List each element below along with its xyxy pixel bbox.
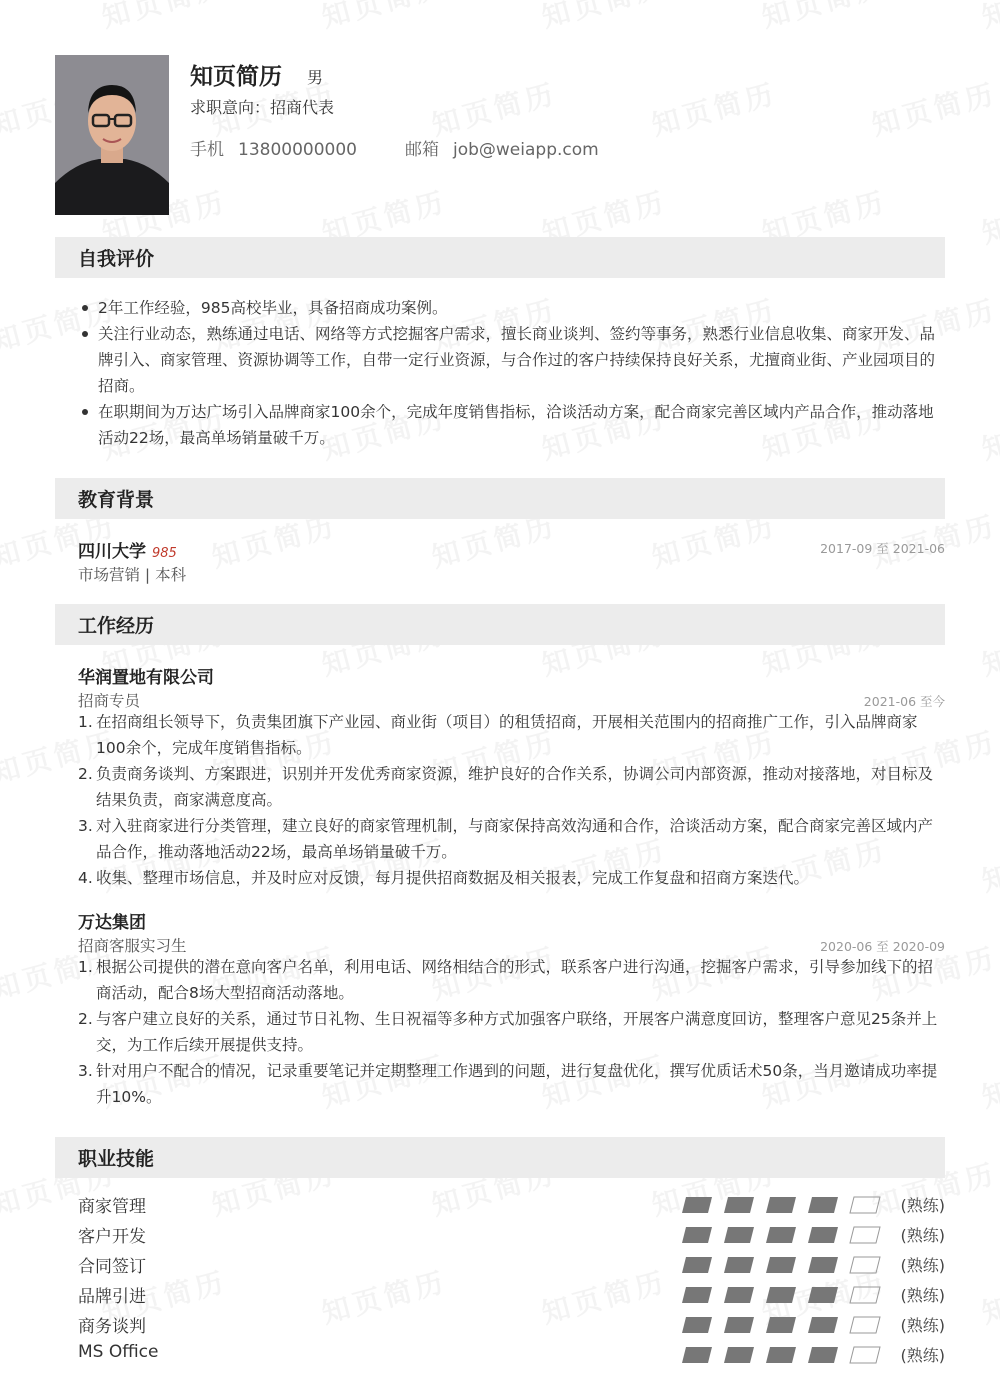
list-item: 2年工作经验，985高校毕业，具备招商成功案例。 — [78, 295, 946, 321]
rating-segment-filled — [766, 1227, 796, 1243]
job-date: 2021-06 至今 — [863, 694, 945, 709]
skill-row — [78, 1222, 945, 1248]
section-title: 职业技能 — [78, 1148, 155, 1170]
list-item: 1. 在招商组长领导下，负责集团旗下产业园、商业街（项目）的租赁招商，开展相关范围内的招商推广工作，引入品牌商家100余个，完成年度销售指标。 — [78, 713, 918, 757]
watermark-text — [977, 828, 1000, 900]
profile-header — [55, 55, 945, 215]
rating-segment-filled — [724, 1257, 754, 1273]
watermark-text — [977, 612, 1000, 684]
rating-segment-filled — [682, 1197, 712, 1213]
job-duties — [78, 709, 946, 891]
self-eval-list — [78, 295, 946, 451]
rating-segment-filled — [766, 1287, 796, 1303]
company-name: 万达集团 — [78, 913, 146, 933]
list-item: 3. 对入驻商家进行分类管理，建立良好的商家管理机制，与商家保持高效沟通和合作，洽谈活动方案，配合商家完善区域内产品合作，推动落地活动22场，最高单场销量破千万。 — [78, 817, 934, 861]
list-item: 在职期间为万达广场引入品牌商家100余个，完成年度销售指标，洽谈活动方案，配合商家完善区域内产品合作，推动落地活动22场，最高单场销量破千万。 — [78, 399, 946, 451]
rating-segment-filled — [724, 1227, 754, 1243]
rating-segment-empty — [850, 1317, 880, 1333]
watermark-text — [977, 396, 1000, 468]
rating-segment-filled — [682, 1347, 712, 1363]
skill-rating-bar — [681, 1286, 881, 1304]
section-title: 自我评价 — [78, 248, 155, 270]
rating-segment-empty — [850, 1227, 880, 1243]
candidate-name: 知页简历 — [190, 64, 282, 90]
watermark-text — [757, 0, 891, 36]
list-item: 3. 针对用户不配合的情况，记录重要笔记并定期整理工作遇到的问题，进行复盘优化，撰写优质话术50条，当月邀请成功率提升10%。 — [78, 1062, 938, 1106]
phone-label: 手机 — [190, 140, 224, 160]
rating-segment-filled — [808, 1227, 838, 1243]
rating-segment-filled — [766, 1197, 796, 1213]
watermark-text — [977, 0, 1000, 36]
skill-rating-bar — [681, 1256, 881, 1274]
rating-segment-filled — [766, 1317, 796, 1333]
avatar — [55, 55, 169, 215]
rating-segment-filled — [808, 1257, 838, 1273]
rating-segment-empty — [850, 1257, 880, 1273]
school-tag: 985 — [152, 546, 177, 561]
skill-row — [78, 1192, 945, 1218]
rating-segment-empty — [850, 1197, 880, 1213]
rating-segment-empty — [850, 1347, 880, 1363]
list-item: 4. 收集、整理市场信息，并及时应对反馈，每月提供招商数据及相关报表，完成工作复盘和招商方案迭代。 — [78, 869, 810, 887]
job-intent: 求职意向：招商代表 — [190, 98, 335, 117]
skill-rating-bar — [681, 1196, 881, 1214]
rating-segment-filled — [808, 1317, 838, 1333]
school-name: 四川大学 985 — [78, 542, 177, 562]
rating-segment-filled — [766, 1347, 796, 1363]
watermark-text — [977, 180, 1000, 252]
rating-segment-filled — [682, 1257, 712, 1273]
email-value: job@weiapp.com — [452, 140, 599, 160]
job-duties — [78, 954, 946, 1110]
skill-level: (熟练) — [900, 1196, 945, 1215]
rating-segment-filled — [766, 1257, 796, 1273]
skill-level: (熟练) — [900, 1286, 945, 1305]
rating-segment-filled — [724, 1197, 754, 1213]
section-work — [55, 604, 945, 645]
job-role: 招商客服实习生 — [78, 937, 187, 955]
watermark-text — [537, 0, 671, 36]
skill-rating-bar — [681, 1346, 881, 1364]
skill-row — [78, 1282, 945, 1308]
rating-segment-filled — [682, 1287, 712, 1303]
list-item: 2. 负责商务谈判、方案跟进，识别并开发优秀商家资源，维护良好的合作关系，协调公司内部资源，推动对接落地，对目标及结果负责，商家满意度高。 — [78, 765, 934, 809]
skill-rating-bar — [681, 1316, 881, 1334]
rating-segment-filled — [724, 1347, 754, 1363]
skill-name: 商务谈判 — [78, 1317, 146, 1337]
skill-name: 品牌引进 — [78, 1287, 146, 1307]
list-item: 2. 与客户建立良好的关系，通过节日礼物、生日祝福等多种方式加强客户联络，开展客户满意度回访，整理客户意见25条并上交，为工作后续开展提供支持。 — [78, 1010, 938, 1054]
phone-value: 13800000000 — [238, 140, 357, 160]
rating-segment-empty — [850, 1287, 880, 1303]
rating-segment-filled — [808, 1347, 838, 1363]
job-role: 招商专员 — [78, 692, 141, 710]
skill-row — [78, 1312, 945, 1338]
list-item: 关注行业动态，熟练通过电话、网络等方式挖掘客户需求，擅长商业谈判、签约等事务，熟悉行业信息收集、商家开发、品牌引入、商家管理、资源协调等工作，自带一定行业资源，与合作过的客户持续保持良好关系，尤擅商业街、产业园项目的招商。 — [78, 321, 946, 399]
section-self-eval — [55, 237, 945, 278]
rating-segment-filled — [724, 1287, 754, 1303]
section-skills — [55, 1137, 945, 1178]
company-name: 华润置地有限公司 — [78, 668, 214, 688]
watermark-text — [977, 1260, 1000, 1332]
skill-level: (熟练) — [900, 1316, 945, 1335]
skill-name: 商家管理 — [78, 1197, 146, 1217]
list-item: 1. 根据公司提供的潜在意向客户名单，利用电话、网络相结合的形式，联系客户进行沟通，挖掘客户需求，引导参加线下的招商活动，配合8场大型招商活动落地。 — [78, 958, 934, 1002]
section-title: 教育背景 — [78, 489, 155, 511]
watermark-text — [977, 1044, 1000, 1116]
skill-level: (熟练) — [900, 1346, 945, 1365]
rating-segment-filled — [682, 1227, 712, 1243]
education-date: 2017-09 至 2021-06 — [820, 541, 945, 556]
section-education — [55, 478, 945, 519]
rating-segment-filled — [682, 1317, 712, 1333]
major-degree: 市场营销 | 本科 — [78, 566, 187, 584]
rating-segment-filled — [808, 1287, 838, 1303]
candidate-gender: 男 — [307, 68, 324, 87]
skill-rating-bar — [681, 1226, 881, 1244]
skill-row — [78, 1252, 945, 1278]
email-label: 邮箱 — [404, 140, 439, 160]
skill-name: 客户开发 — [78, 1227, 146, 1247]
skill-row — [78, 1342, 945, 1368]
rating-segment-filled — [724, 1317, 754, 1333]
skill-level: (熟练) — [900, 1226, 945, 1245]
skill-name: MS Office — [78, 1342, 159, 1362]
skill-name: 合同签订 — [78, 1257, 146, 1277]
rating-segment-filled — [808, 1197, 838, 1213]
job-date: 2020-06 至 2020-09 — [820, 939, 945, 954]
watermark-text — [97, 0, 231, 36]
watermark-text — [317, 0, 451, 36]
skill-level: (熟练) — [900, 1256, 945, 1275]
contact-line — [190, 135, 599, 160]
section-title: 工作经历 — [78, 615, 155, 637]
